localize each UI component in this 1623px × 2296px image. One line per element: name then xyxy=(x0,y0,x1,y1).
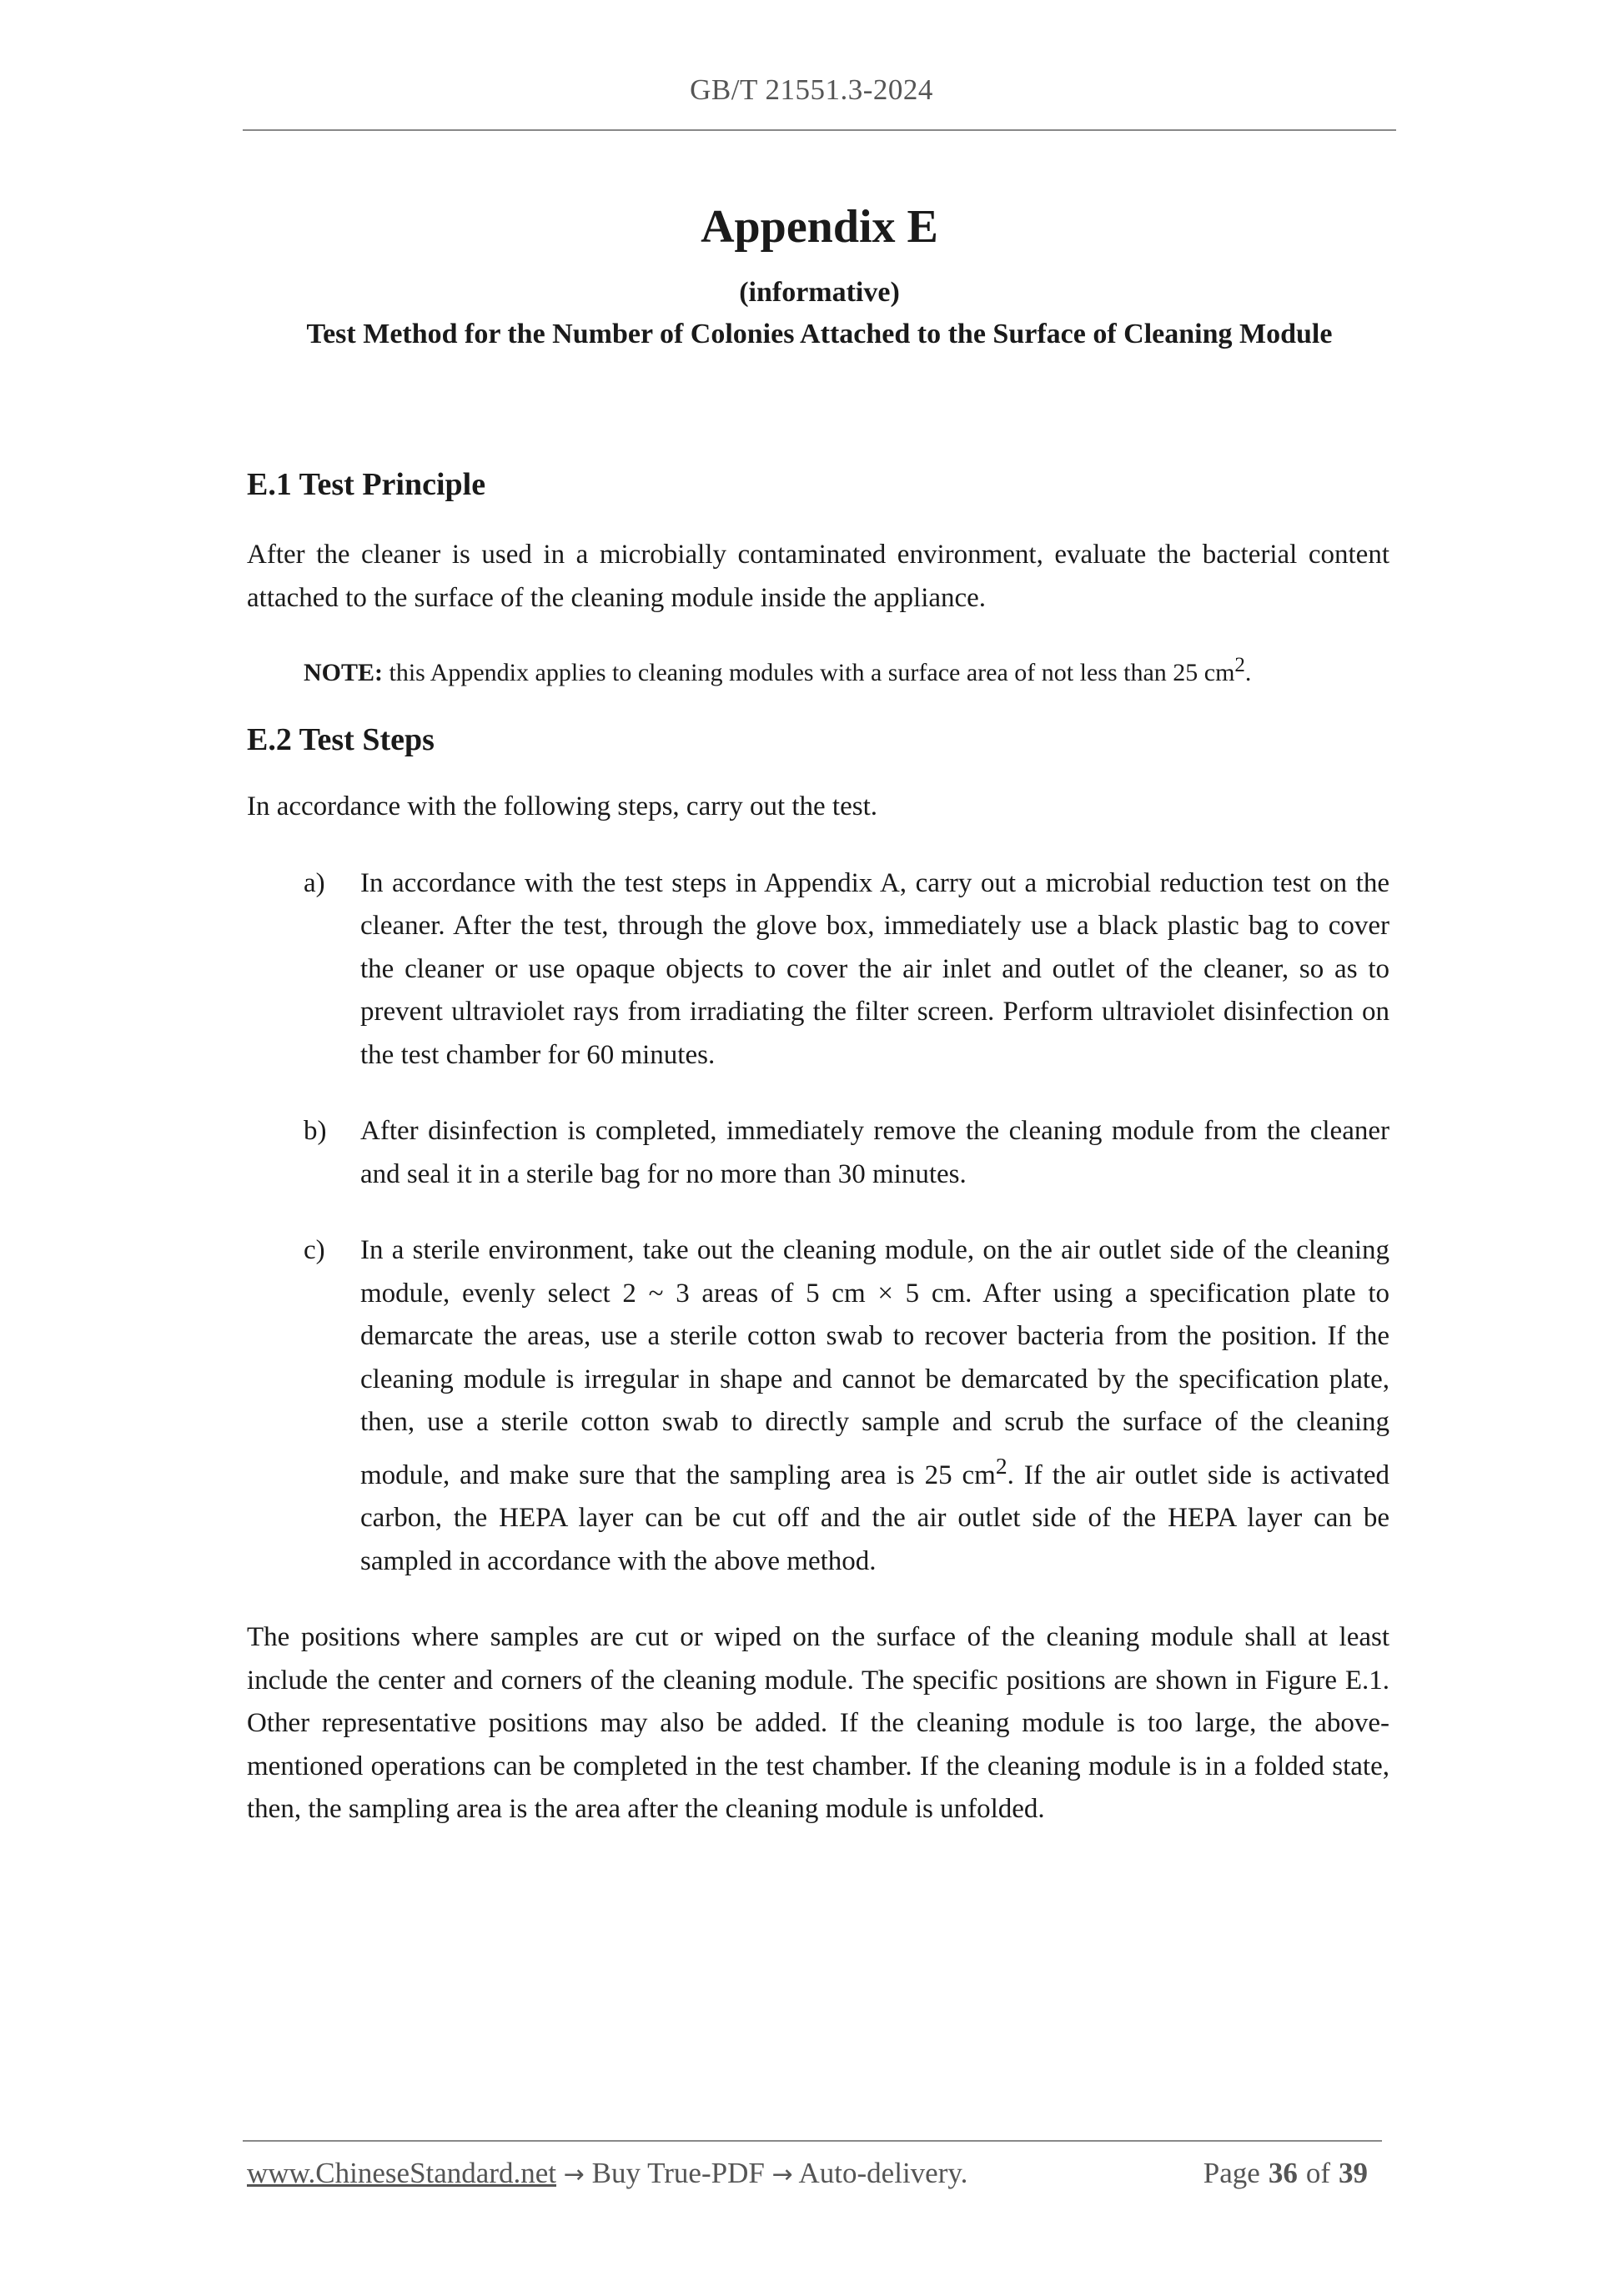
list-marker: a) xyxy=(304,867,325,898)
closing-paragraph: The positions where samples are cut or wiped on the surface of the cleaning module shall at least include the center and corners of the cleaning module. The specific positions are shown in Figure E.1. Other representative positions may also be added. If the cleaning module is too large, the above-mentioned operations can be completed in the test chamber. If the cleaning module is in a folded state, then, the sampling area is the area after the cleaning module is unfolded. xyxy=(247,1622,1389,1824)
title-block xyxy=(243,193,1396,355)
steps-intro: In accordance with the following steps, carry out the test. xyxy=(247,791,878,821)
area-superscript: 2 xyxy=(995,1452,1007,1479)
list-item xyxy=(304,1229,1389,1583)
section-heading-e1: E.1 Test Principle xyxy=(247,467,486,502)
list-item-text: In a sterile environment, take out the cleaning module, on the air outlet side of the cleaning module, evenly select 2 ~ 3 areas of 5 cm × 5 cm. After using a specification plate to demarcate the areas, use a sterile cotton swab to recover bacteria from the position. If the cleaning module is irregular in shape and cannot be demarcated by the specification plate, then, use a sterile cotton swab to directly sample and scrub the surface of the cleaning module, and make sure that the sampling area is 25 $cm^2$. If the air outlet side is activated carbon, the HEPA layer can be cut off and the air outlet side of the HEPA layer can be sampled in accordance with the above method. xyxy=(360,1235,1390,1576)
note-superscript: 2 xyxy=(1234,654,1245,676)
auto-delivery-text: Auto-delivery. xyxy=(798,2157,968,2189)
header-divider xyxy=(243,129,1396,131)
appendix-type: (informative) xyxy=(739,277,900,308)
steps-list xyxy=(247,862,1389,1584)
list-item xyxy=(304,1110,1389,1196)
section-heading-e2: E.2 Test Steps xyxy=(247,722,435,757)
list-item-text: In accordance with the test steps in Appendix A, carry out a microbial reduction test on the cleaner. After the test, through the glove box, immediately use a black plastic bag to cover the cleaner or use opaque objects to cover the air inlet and outlet of the cleaner, so as to prevent ultraviolet rays from irradiating the filter screen. Perform ultraviolet disinfection on the test chamber for 60 minutes. xyxy=(360,867,1389,1070)
list-marker: c) xyxy=(304,1235,325,1265)
appendix-subtitle: Test Method for the Number of Colonies Attached to the Surface of Cleaning Module xyxy=(306,319,1333,349)
footer xyxy=(247,2157,1381,2190)
arrow-right-icon: → xyxy=(771,2160,793,2189)
arrow-right-icon: → xyxy=(563,2160,585,2189)
list-item-text: After disinfection is completed, immediately remove the cleaning module from the cleaner and seal it in a sterile bag for no more than 30 minutes. xyxy=(360,1116,1389,1189)
principle-paragraph: After the cleaner is used in a microbially contaminated environment, evaluate the bacterial content attached to the surface of the cleaning module inside the appliance. xyxy=(247,540,1389,613)
website-link[interactable]: www.ChineseStandard.net xyxy=(247,2157,556,2189)
main-content xyxy=(247,457,1389,1831)
note-label: NOTE: xyxy=(304,659,384,686)
total-pages: 39 xyxy=(1339,2157,1368,2189)
list-item xyxy=(304,862,1389,1078)
page-number: Page 36 of 39 xyxy=(1203,2157,1368,2189)
current-page: 36 xyxy=(1268,2157,1298,2189)
buy-true-pdf-link[interactable]: Buy True-PDF xyxy=(591,2157,765,2189)
list-marker: b) xyxy=(304,1116,327,1146)
page-title: Appendix E xyxy=(701,201,938,253)
footer-divider xyxy=(243,2140,1382,2142)
note-text: this Appendix applies to cleaning modules with a surface area of not less than 25 cm xyxy=(389,659,1235,686)
note: NOTE: this Appendix applies to cleaning modules with a surface area of not less than 25 $cm^2$. xyxy=(304,654,1252,686)
header-standard-id: GB/T 21551.3-2024 xyxy=(690,73,933,106)
